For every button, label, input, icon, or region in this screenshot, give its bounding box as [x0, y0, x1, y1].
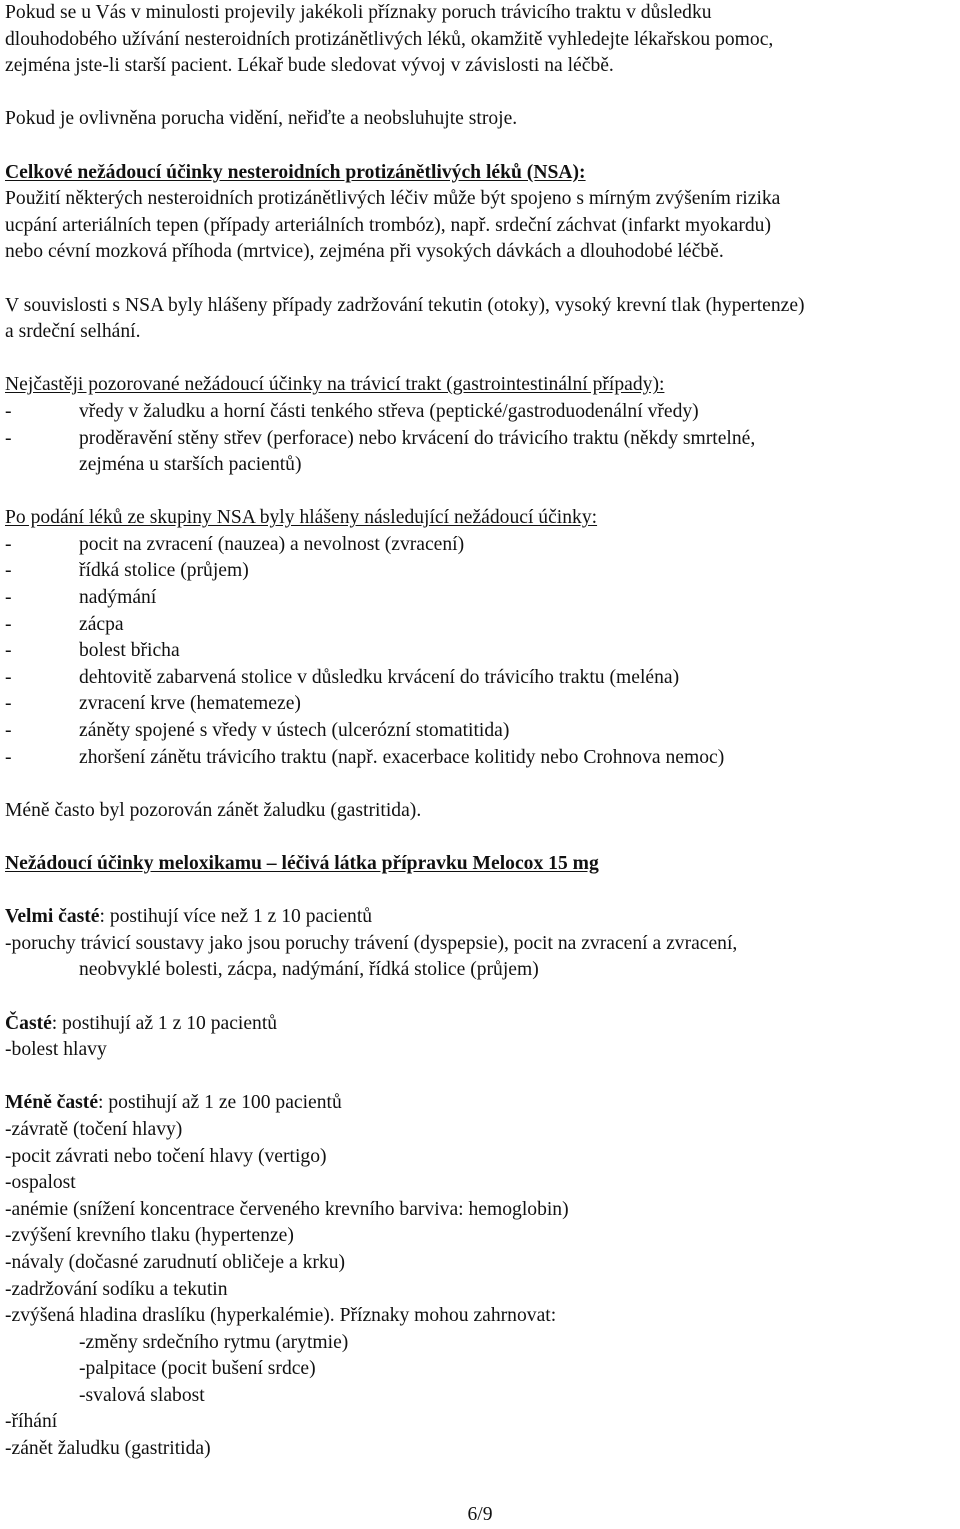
text-line: a srdeční selhání. [5, 321, 141, 343]
list-item-text: proděravění stěny střev (perforace) nebo krvácení do trávicího traktu (někdy smrtelné, [79, 427, 756, 449]
text-line: nebo cévní mozková příhoda (mrtvice), zejména při vysokých dávkách a dlouhodobé léčbě. [5, 241, 724, 263]
list-item: - nadýmání [5, 587, 157, 609]
effect-sub-item: -změny srdečního rytmu (arytmie) [79, 1331, 349, 1353]
effect-item: -ospalost [5, 1172, 76, 1194]
text-line: Použití některých nesteroidních protizánětlivých léčiv může být spojeno s mírným zvýšením rizika [5, 188, 781, 210]
list-item: - proděravění stěny střev (perforace) nebo krvácení do trávicího traktu (někdy smrtelné, zejména u starších pacientů) [5, 427, 756, 476]
effect-item: -anémie (snížení koncentrace červeného krevního barviva: hemoglobin) [5, 1198, 569, 1220]
list-item: - pocit na zvracení (nauzea) a nevolnost (zvracení) [5, 533, 465, 555]
frequency-desc: : postihují až 1 z 10 pacientů [51, 1012, 278, 1034]
list-item: - záněty spojené s vředy v ústech (ulcerózní stomatitida) [5, 720, 510, 742]
effect-item: -bolest hlavy [5, 1039, 107, 1061]
list-item-text: řídká stolice (průjem) [79, 560, 249, 582]
text-line: dlouhodobého užívání nesteroidních protizánětlivých léků, okamžitě vyhledejte lékařskou pomoc, [5, 28, 774, 50]
effect-item: -poruchy trávicí soustavy jako jsou poruchy trávení (dyspepsie), pocit na zvracení a zvracení, [5, 932, 738, 954]
list-item-text: záněty spojené s vředy v ústech (ulcerózní stomatitida) [79, 720, 510, 742]
nsa-general-paragraph [5, 186, 957, 266]
list-item-text: nadýmání [79, 587, 157, 609]
list-item-text: zácpa [79, 613, 124, 635]
list-item: - zvracení krve (hematemeze) [5, 693, 301, 715]
common-frequency [5, 1011, 957, 1038]
gi-heading: Nejčastěji pozorované nežádoucí účinky na trávicí trakt (gastrointestinální případy): [5, 374, 665, 396]
list-item: - vředy v žaludku a horní části tenkého střeva (peptické/gastroduodenální vředy) [5, 400, 699, 422]
effect-item: -závratě (točení hlavy) [5, 1118, 183, 1140]
document-page [5, 0, 957, 1463]
text-line: ucpání arteriálních tepen (případy arteriálních trombóz), např. srdeční záchvat (infarkt myokardu) [5, 214, 771, 236]
effect-item: -zadržování sodíku a tekutin [5, 1278, 228, 1300]
nsa-reported-heading: Po podání léků ze skupiny NSA byly hlášeny následující nežádoucí účinky: [5, 507, 598, 529]
effect-item: -návaly (dočasné zarudnutí obličeje a krku) [5, 1251, 346, 1273]
effect-item: -zvýšená hladina draslíku (hyperkalémie). Příznaky mohou zahrnovat: [5, 1305, 557, 1327]
list-item-text: bolest břicha [79, 640, 180, 662]
text-line: zejména jste-li starší pacient. Lékař bude sledovat vývoj v závislosti na léčbě. [5, 55, 614, 77]
list-item: - zhoršení zánětu trávicího traktu (např. exacerbace kolitidy nebo Crohnova nemoc) [5, 746, 725, 768]
list-item-text: vředy v žaludku a horní části tenkého střeva (peptické/gastroduodenální vředy) [79, 400, 699, 422]
list-item: - dehtovitě zabarvená stolice v důsledku krvácení do trávicího traktu (meléna) [5, 666, 680, 688]
intro-paragraph [5, 0, 957, 80]
very-common-frequency [5, 904, 957, 931]
gastritis-note: Méně často byl pozorován zánět žaludku (gastritida). [5, 799, 422, 821]
fluid-retention-paragraph [5, 293, 957, 346]
effect-item: neobvyklé bolesti, zácpa, nadýmání, řídká stolice (průjem) [79, 959, 539, 981]
effect-item: -zánět žaludku (gastritida) [5, 1438, 211, 1460]
page-number: 6/9 [467, 1504, 493, 1525]
uncommon-frequency [5, 1090, 957, 1117]
frequency-desc: : postihují více než 1 z 10 pacientů [99, 906, 373, 928]
list-item-text: pocit na zvracení (nauzea) a nevolnost (zvracení) [79, 533, 465, 555]
effect-item: -zvýšení krevního tlaku (hypertenze) [5, 1225, 294, 1247]
text-line: V souvislosti s NSA byly hlášeny případy zadržování tekutin (otoky), vysoký krevní tlak (hypertenze) [5, 294, 805, 316]
nsa-general-heading: Celkové nežádoucí účinky nesteroidních protizánětlivých léků (NSA): [5, 161, 586, 183]
frequency-label: Velmi časté [5, 906, 100, 928]
effect-sub-item: -svalová slabost [79, 1384, 205, 1406]
text-line: Pokud se u Vás v minulosti projevily jakékoli příznaky poruch trávicího traktu v důsledku [5, 2, 712, 23]
effect-item: -pocit závrati nebo točení hlavy (vertigo) [5, 1145, 327, 1167]
list-item-text: zejména u starších pacientů) [79, 454, 302, 476]
effect-item: -říhání [5, 1411, 58, 1433]
vision-warning: Pokud je ovlivněna porucha vidění, neřiďte a neobsluhujte stroje. [5, 108, 518, 130]
list-item: - řídká stolice (průjem) [5, 560, 249, 582]
frequency-label: Méně časté [5, 1092, 99, 1114]
effect-sub-item: -palpitace (pocit bušení srdce) [79, 1358, 316, 1380]
frequency-desc: : postihují až 1 ze 100 pacientů [98, 1092, 342, 1114]
list-item-text: dehtovitě zabarvená stolice v důsledku krvácení do trávicího traktu (meléna) [79, 666, 680, 688]
list-item-text: zvracení krve (hematemeze) [79, 693, 301, 715]
meloxicam-heading: Nežádoucí účinky meloxikamu – léčivá látka přípravku Melocox 15 mg [5, 853, 599, 874]
frequency-label: Časté [5, 1012, 52, 1034]
list-item-text: zhoršení zánětu trávicího traktu (např. exacerbace kolitidy nebo Crohnova nemoc) [79, 746, 725, 768]
list-item: - bolest břicha [5, 640, 180, 662]
list-item: - zácpa [5, 613, 124, 635]
